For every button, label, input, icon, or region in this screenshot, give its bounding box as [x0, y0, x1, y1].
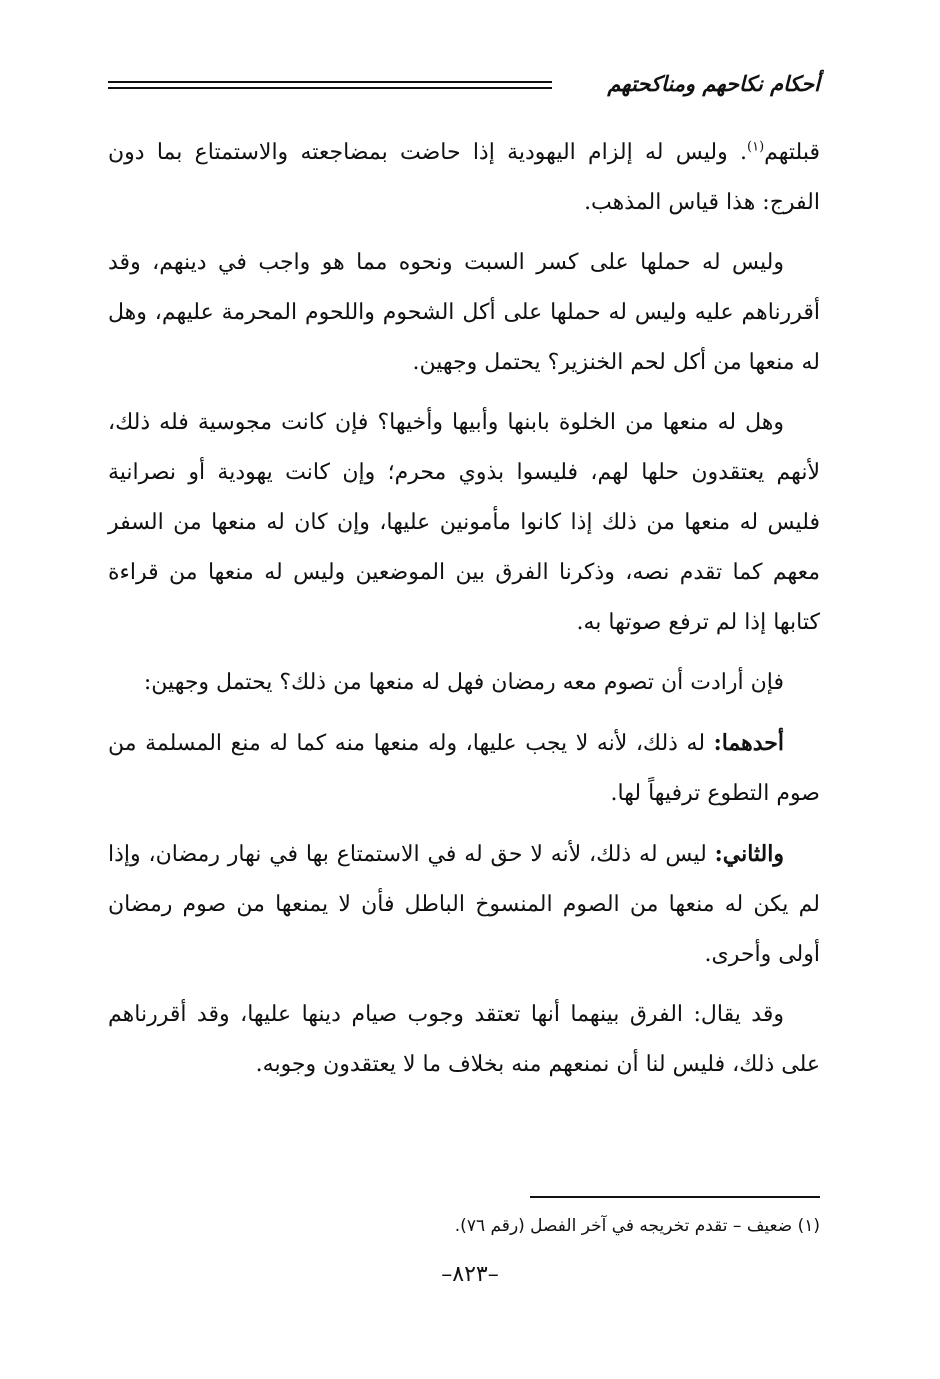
paragraph-1	[108, 128, 820, 228]
body-text	[108, 128, 820, 1100]
paragraph-7: وقد يقال: الفرق بينهما أنها تعتقد وجوب صيام دينها عليها، وقد أقررناهم على ذلك، فليس لنا أن نمنعهم منه بخلاف ما لا يعتقدون وجوبه.	[108, 1002, 820, 1077]
footnote: (١) ضعيف – تقدم تخريجه في آخر الفصل (رقم ٧٦).	[454, 1216, 820, 1236]
paragraph-2: وليس له حملها على كسر السبت ونحوه مما هو واجب في دينهم، وقد أقررناهم عليه وليس له حملها على أكل الشحوم واللحوم المحرمة عليهم، وهل له منعها من أكل لحم الخنزير؟ يحتمل وجهين.	[108, 250, 820, 375]
paragraph-1-start: قبلتهم	[764, 140, 820, 165]
paragraph-5-text: له ذلك، لأنه لا يجب عليها، وله منعها منه كما له منع المسلمة من صوم التطوع ترفيهاً لها.	[108, 731, 820, 806]
header-rule-top	[108, 81, 552, 83]
second-option-heading: والثاني:	[714, 841, 784, 867]
header-double-rule	[108, 81, 552, 89]
page-header	[108, 68, 820, 108]
page-number: –٨٢٣–	[441, 1262, 499, 1287]
footnote-rule	[530, 1196, 820, 1198]
paragraph-3: وهل له منعها من الخلوة بابنها وأبيها وأخيها؟ فإن كانت مجوسية فله ذلك، لأنهم يعتقدون حلها لهم، فليسوا بذوي محرم؛ وإن كانت يهودية أو نصرانية فليس له منعها من ذلك إذا كانوا مأمونين عليها، وإن كان له منعها من السفر معهم كما تقدم نصه، وذكرنا الفرق بين الموضعين وليس له منعها من قراءة كتابها إذا لم ترفع صوتها به.	[108, 410, 820, 635]
footnote-reference: (١)	[747, 139, 765, 155]
paragraph-4: فإن أرادت أن تصوم معه رمضان فهل له منعها من ذلك؟ يحتمل وجهين:	[143, 670, 784, 695]
paragraph-1-rest: . وليس له إلزام اليهودية إذا حاضت بمضاجعته والاستمتاع بما دون الفرج: هذا قياس المذهب.	[108, 140, 820, 215]
first-option-heading: أحدهما:	[713, 730, 784, 756]
paragraph-6-text: ليس له ذلك، لأنه لا حق له في الاستمتاع بها في نهار رمضان، وإذا لم يكن له منعها من الصوم المنسوخ الباطل فأن لا يمنعها من صوم رمضان أولى وأحرى.	[108, 842, 820, 967]
paragraph-5	[108, 718, 820, 819]
running-title: أحكام نكاحهم ومناكحتهم	[607, 72, 820, 96]
header-rule-bottom	[108, 87, 552, 89]
paragraph-6	[108, 829, 820, 980]
